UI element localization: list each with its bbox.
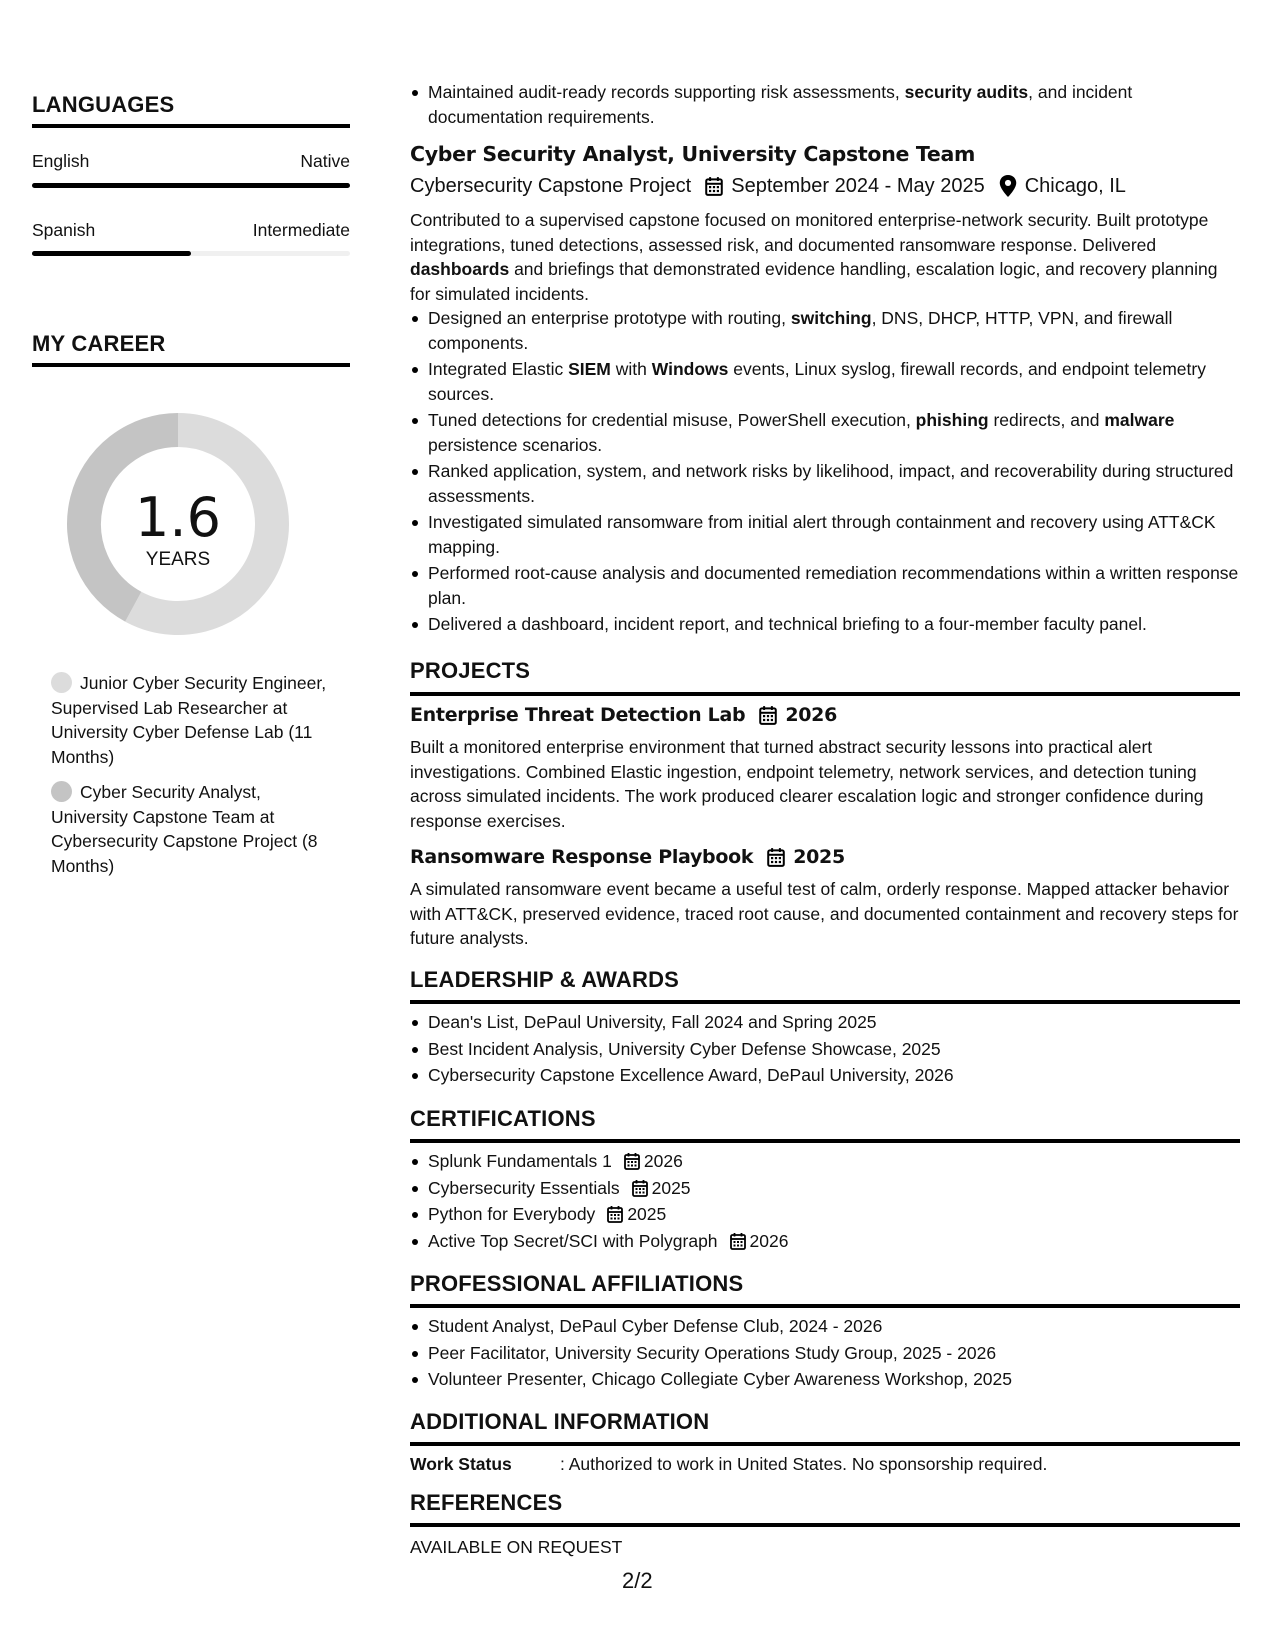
languages-rule xyxy=(32,124,350,128)
certifications-title: CERTIFICATIONS xyxy=(410,1106,596,1131)
career-total-unit: YEARS xyxy=(145,549,211,570)
affiliations-rule xyxy=(410,1304,1240,1308)
list-item: Student Analyst, DePaul Cyber Defense Club, 2024 - 2026 xyxy=(410,1314,1240,1339)
job-meta xyxy=(410,174,1240,199)
experience-prev-bullets xyxy=(410,80,1240,131)
list-item: Designed an enterprise prototype with routing, switching, DNS, DHCP, HTTP, VPN, and firewall components. xyxy=(410,306,1240,355)
certifications-list xyxy=(410,1149,1240,1255)
list-item: Investigated simulated ransomware from initial alert through containment and recovery using ATT&CK mapping. xyxy=(410,510,1240,559)
job-title: Cyber Security Analyst, University Capstone Team xyxy=(410,142,976,166)
career-legend-label: Cyber Security Analyst, University Capstone Team at Cybersecurity Capstone Project (8 Months) xyxy=(51,782,318,876)
references-rule xyxy=(410,1523,1240,1527)
language-level: Intermediate xyxy=(252,220,350,240)
legend-dot xyxy=(51,781,72,802)
career-title: MY CAREER xyxy=(32,331,166,356)
additional-rule xyxy=(410,1442,1240,1446)
projects-title: PROJECTS xyxy=(410,658,531,683)
calendar-icon xyxy=(759,705,777,725)
work-status-label: Work Status xyxy=(410,1454,512,1474)
list-item: Performed root-cause analysis and documented remediation recommendations within a written response plan. xyxy=(410,561,1240,610)
calendar-icon xyxy=(705,176,723,196)
list-item: Peer Facilitator, University Security Operations Study Group, 2025 - 2026 xyxy=(410,1341,1240,1366)
affiliations-list xyxy=(410,1314,1240,1394)
legend-dot xyxy=(51,672,72,693)
project-description: Built a monitored enterprise environment that turned abstract security lessons into practical alert investigations. Combined Elastic ingestion, endpoint telemetry, network services, and detection tuning across simulated incidents. The work produced clearer escalation logic and stronger confidence during response exercises. xyxy=(410,737,1204,831)
additional-title: ADDITIONAL INFORMATION xyxy=(410,1409,710,1434)
language-bar-english xyxy=(32,183,350,188)
page-number: 2/2 xyxy=(622,1568,653,1593)
project-description: A simulated ransomware event became a useful test of calm, orderly response. Mapped attacker behavior with ATT&CK, preserved evidence, traced root cause, and documented containment and recovery steps for future analysts. xyxy=(410,879,1239,948)
work-status-row xyxy=(410,1452,1240,1477)
career-legend-item xyxy=(51,780,341,878)
career-legend-item xyxy=(51,671,341,769)
list-item: Dean's List, DePaul University, Fall 2024 and Spring 2025 xyxy=(410,1010,1240,1035)
career-legend-label: Junior Cyber Security Engineer, Supervised Lab Researcher at University Cyber Defense Lab (11 Months) xyxy=(51,673,327,767)
calendar-icon xyxy=(730,1232,746,1250)
language-english xyxy=(32,151,350,172)
job-location: Chicago, IL xyxy=(1024,175,1126,197)
career-total-value: 1.6 xyxy=(135,486,221,549)
list-item: Volunteer Presenter, Chicago Collegiate Cyber Awareness Workshop, 2025 xyxy=(410,1367,1240,1392)
list-item: Python for Everybody 2025 xyxy=(410,1202,1240,1227)
references-text: AVAILABLE ON REQUEST xyxy=(410,1537,623,1557)
language-spanish xyxy=(32,220,350,241)
calendar-icon xyxy=(632,1179,648,1197)
project-title: Enterprise Threat Detection Lab 2026 xyxy=(410,704,837,726)
language-level: Native xyxy=(300,151,350,171)
awards-rule xyxy=(410,1000,1240,1004)
job-summary: Contributed to a supervised capstone focused on monitored enterprise-network security. Built prototype integrations, tuned detections, assessed risk, and documented ransomware response. Delivered dashboards and briefings that demonstrated evidence handling, escalation logic, and recovery planning for simulated incidents. xyxy=(410,210,1218,304)
language-bar-spanish xyxy=(32,251,350,256)
list-item: Cybersecurity Capstone Excellence Award, DePaul University, 2026 xyxy=(410,1063,1240,1088)
career-donut-chart xyxy=(65,411,291,637)
list-item: Maintained audit-ready records supporting risk assessments, security audits, and incident documentation requirements. xyxy=(410,80,1240,129)
job-dates: September 2024 - May 2025 xyxy=(731,175,985,197)
list-item: Tuned detections for credential misuse, PowerShell execution, phishing redirects, and malware persistence scenarios. xyxy=(410,408,1240,457)
language-name: English xyxy=(32,151,90,171)
language-name: Spanish xyxy=(32,220,96,240)
certifications-rule xyxy=(410,1139,1240,1143)
list-item: Active Top Secret/SCI with Polygraph 2026 xyxy=(410,1229,1240,1254)
calendar-icon xyxy=(767,847,785,867)
job-org: Cybersecurity Capstone Project xyxy=(410,175,692,197)
calendar-icon xyxy=(624,1152,640,1170)
languages-title: LANGUAGES xyxy=(32,92,175,117)
work-status-value: : Authorized to work in United States. No sponsorship required. xyxy=(560,1454,1048,1474)
list-item: Ranked application, system, and network risks by likelihood, impact, and recoverability during structured assessments. xyxy=(410,459,1240,508)
list-item: Cybersecurity Essentials 2025 xyxy=(410,1176,1240,1201)
language-bar-fill xyxy=(32,183,350,188)
references-title: REFERENCES xyxy=(410,1490,563,1515)
affiliations-title: PROFESSIONAL AFFILIATIONS xyxy=(410,1271,744,1296)
language-bar-fill xyxy=(32,251,191,256)
job-bullets xyxy=(410,306,1240,639)
awards-list xyxy=(410,1010,1240,1090)
calendar-icon xyxy=(607,1205,623,1223)
list-item: Splunk Fundamentals 1 2026 xyxy=(410,1149,1240,1174)
career-rule xyxy=(32,363,350,367)
map-pin-icon xyxy=(999,175,1017,197)
projects-rule xyxy=(410,692,1240,696)
list-item: Delivered a dashboard, incident report, and technical briefing to a four-member faculty panel. xyxy=(410,612,1240,637)
list-item: Integrated Elastic SIEM with Windows events, Linux syslog, firewall records, and endpoint telemetry sources. xyxy=(410,357,1240,406)
list-item: Best Incident Analysis, University Cyber Defense Showcase, 2025 xyxy=(410,1037,1240,1062)
awards-title: LEADERSHIP & AWARDS xyxy=(410,967,680,992)
project-title: Ransomware Response Playbook 2025 xyxy=(410,846,845,868)
